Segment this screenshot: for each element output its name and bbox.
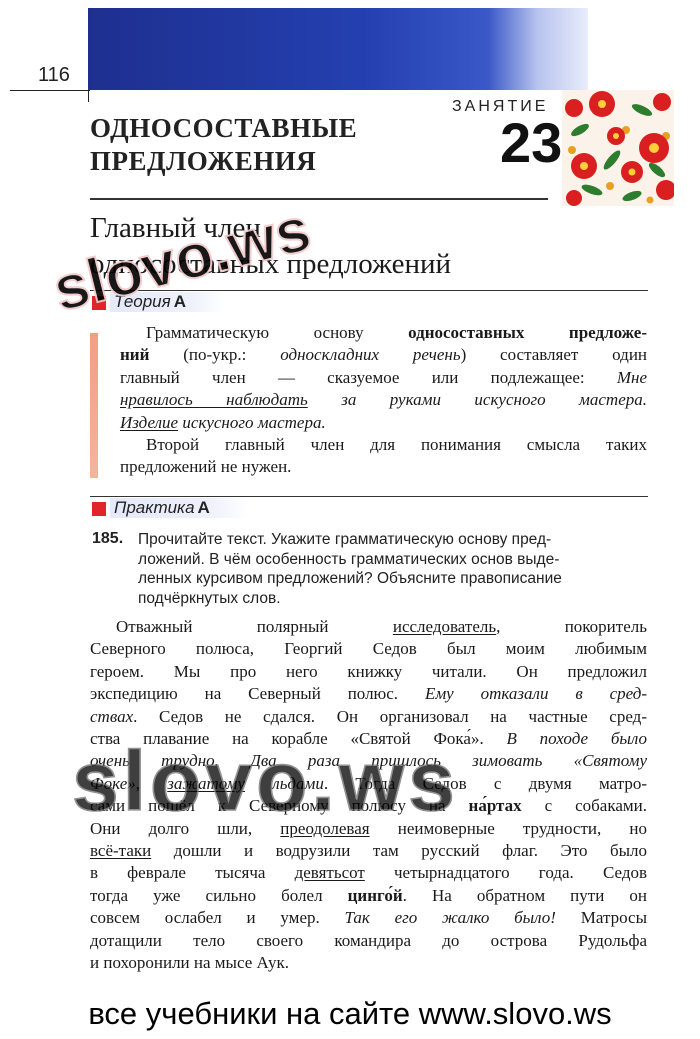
topic-title-line: односоставных предложений <box>90 248 452 280</box>
theory-level: А <box>173 292 187 311</box>
text-run: Фоке», <box>90 773 168 793</box>
text-line <box>90 706 647 728</box>
text-run: ) составляет один <box>460 345 648 365</box>
text-run: исследователь <box>392 617 497 636</box>
text-run: за руками искусного мастера. <box>341 390 648 410</box>
practice-label <box>110 498 250 518</box>
text-run: . Тогда Седов с двумя матро- <box>323 773 647 793</box>
task-line: Прочитайте текст. Укажите грамматическую основу пред- <box>138 531 552 548</box>
text-line <box>90 885 647 907</box>
top-rule <box>10 90 90 91</box>
text-line <box>90 818 647 840</box>
text-run: дошли и водрузили там русский флаг. Это было <box>151 841 647 861</box>
text-line <box>90 907 647 929</box>
text-line: и похоронили на мысе Аук. <box>90 953 289 973</box>
text-line <box>90 773 647 795</box>
text-run: предложений не нужен. <box>120 457 292 477</box>
flower-ornament-icon <box>562 90 674 206</box>
text-line: дотащили тело своего командира до острова Рудольфа <box>90 930 647 950</box>
site-footer: все учебники на сайте www.slovo.ws <box>88 996 612 1031</box>
text-run: Ему отказали в сред- <box>424 684 648 704</box>
text-run: преодолевая <box>280 818 370 838</box>
text-run: всё-таки <box>90 841 152 861</box>
section-title-line: ОДНОСОСТАВНЫЕ <box>90 113 358 143</box>
text-run: , покоритель <box>496 617 647 636</box>
task-line: ленных курсивом предложений? Объясните правописание <box>138 570 562 587</box>
text-run: совсем ослабел и умер. <box>90 908 345 928</box>
text-line <box>90 750 647 772</box>
text-line <box>90 840 647 862</box>
text-run: Изделие <box>120 412 179 432</box>
text-line: Северного полюса, Георгий Седов был моим любимым <box>90 639 647 659</box>
practice-level: А <box>197 498 210 517</box>
section-title-line: ПРЕДЛОЖЕНИЯ <box>90 146 317 176</box>
text-line <box>90 728 647 750</box>
text-run: (по-укр.: <box>183 345 247 365</box>
theory-marker-icon <box>92 296 106 310</box>
text-run: с собаками. <box>521 796 647 816</box>
section-divider <box>90 198 548 200</box>
text-run: Мне <box>616 367 648 387</box>
text-run: девятьсот <box>294 863 365 883</box>
practice-rule <box>90 496 648 497</box>
header-banner <box>88 8 588 90</box>
text-run: льдами <box>245 773 324 793</box>
text-run: . На обратном пути он <box>402 885 647 905</box>
text-line <box>90 616 647 638</box>
text-run: экспедицию на Северный полюс. <box>90 684 425 704</box>
text-run: Отважный полярный <box>116 617 393 636</box>
practice-label-text: Практика <box>114 498 195 517</box>
theory-side-bar <box>90 333 98 478</box>
text-line <box>120 412 647 434</box>
task-instructions <box>138 530 648 608</box>
text-run: неимоверные трудности, но <box>369 818 647 838</box>
task-line: ложений. В чём особенность грамматических основ выде- <box>138 550 560 568</box>
theory-rule <box>90 290 648 291</box>
text-run: . Седов не сдался. Он организовал на частные сред- <box>133 706 647 726</box>
practice-text <box>90 616 647 975</box>
lesson-label: ЗАНЯТИЕ <box>452 98 549 115</box>
text-run: в феврале тысяча <box>90 863 295 883</box>
text-run: односоставных предложе- <box>408 323 647 342</box>
text-run: В походе было <box>506 729 647 749</box>
text-run: тогда уже сильно болел <box>90 885 348 905</box>
text-run: главный член — сказуемое или подлежащее: <box>120 367 585 387</box>
text-run: на́ртах <box>468 796 522 816</box>
text-run: Грамматическую основу <box>146 323 364 342</box>
text-run: Они долго шли, <box>90 818 281 838</box>
text-line <box>90 795 647 817</box>
banner-tick <box>88 90 89 102</box>
theory-label <box>110 292 225 312</box>
theory-label-text: Теория <box>114 292 171 311</box>
section-title <box>90 112 357 178</box>
page-number: 116 <box>38 64 70 86</box>
text-line <box>120 389 647 411</box>
text-run: четырнадцатого года. Седов <box>364 863 647 883</box>
text-run: очень трудно. Два раза пришлось зимовать «Святому <box>90 751 647 771</box>
text-run: цинго́й <box>347 885 403 905</box>
text-run: искусного мастера. <box>182 412 326 432</box>
text-line <box>120 456 647 478</box>
text-run: сами пошёл к Северному полюсу на <box>90 796 469 816</box>
text-line <box>90 862 647 884</box>
topic-title-line: Главный член <box>90 212 261 244</box>
text-run: ний <box>120 345 150 365</box>
text-run: Второй главный член для понимания смысла таких <box>146 435 647 455</box>
text-line <box>120 367 647 389</box>
text-line <box>120 344 647 366</box>
text-run: Матросы <box>555 908 647 928</box>
text-run: Так его жалко было! <box>344 908 556 928</box>
text-line <box>90 683 647 705</box>
text-line <box>120 434 647 456</box>
topic-title <box>90 210 451 282</box>
text-line: героем. Мы про него книжку читали. Он предложил <box>90 661 647 681</box>
task-number: 185. <box>92 530 124 547</box>
text-run: ствах <box>90 706 134 726</box>
theory-text <box>120 322 647 479</box>
text-run: зажатому <box>167 773 246 793</box>
text-run: нравилось наблюдать <box>120 390 308 410</box>
text-line <box>120 322 647 344</box>
text-run: односкладних речень <box>280 345 461 365</box>
text-run: ства плавание на корабле «Святой Фока́». <box>90 729 507 749</box>
lesson-number: 23 <box>500 111 563 174</box>
task-line: подчёркнутых слов. <box>138 589 281 607</box>
practice-marker-icon <box>92 502 106 516</box>
